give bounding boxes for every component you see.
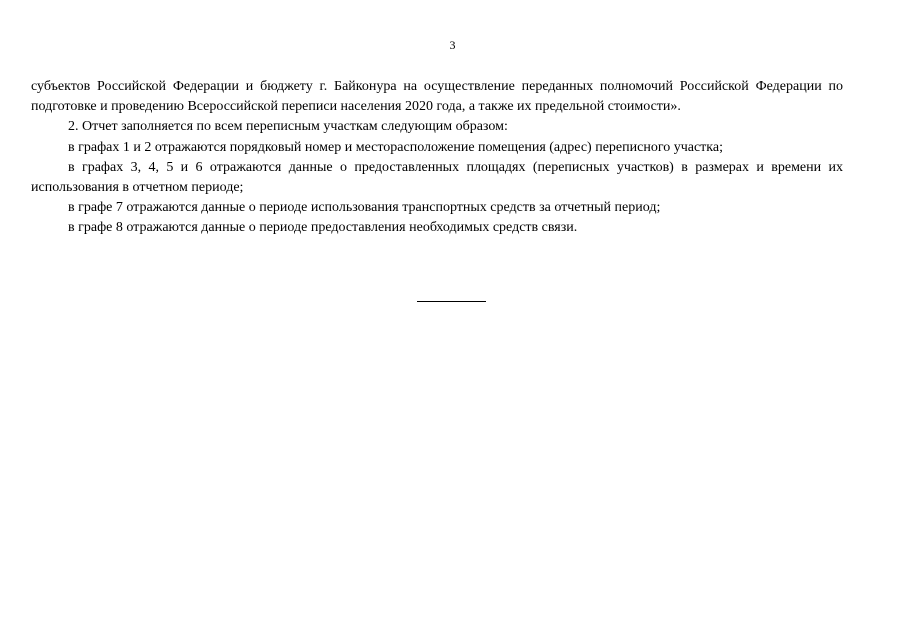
paragraph-continuation: субъектов Российской Федерации и бюджету г. Байконура на осуществление переданных полномочий Российской Федерации по подготовке и проведению Всероссийской переписи населения 2020 года, а также их предельной стоимости». [31, 79, 843, 115]
document-body [31, 77, 843, 239]
page-number: 3 [449, 38, 456, 52]
paragraph-column-7: в графе 7 отражаются данные о периоде использования транспортных средств за отчетный период; [68, 200, 661, 216]
paragraph-item-2: 2. Отчет заполняется по всем переписным участкам следующим образом: [68, 119, 508, 135]
end-divider-line [417, 301, 486, 302]
paragraph-columns-3-6: в графах 3, 4, 5 и 6 отражаются данные о предоставленных площадях (переписных участков) в размерах и времени их использования в отчетном периоде; [31, 159, 843, 196]
paragraph-column-8: в графе 8 отражаются данные о периоде предоставления необходимых средств связи. [68, 220, 578, 236]
paragraph-columns-1-2: в графах 1 и 2 отражаются порядковый номер и месторасположение помещения (адрес) переписного участка; [68, 139, 723, 155]
